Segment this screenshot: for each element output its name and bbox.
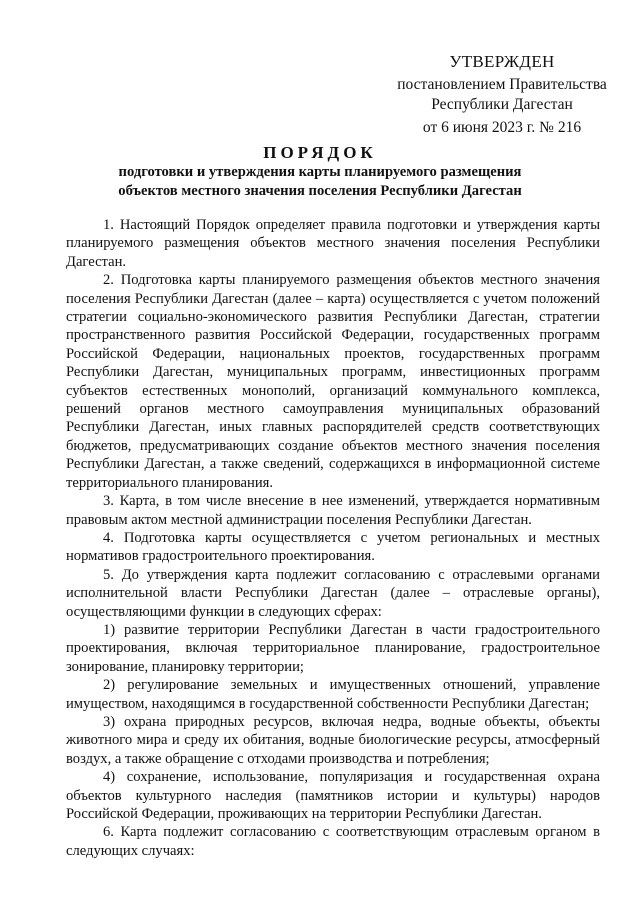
approval-stamp: [382, 52, 622, 138]
paragraph-3: 3. Карта, в том числе внесение в нее изменений, утверждается нормативным правовым актом местной администрации поселения Республики Дагестан.: [66, 493, 600, 528]
document-title: ПОРЯДОК: [263, 143, 377, 162]
paragraph-2: 2. Подготовка карты планируемого размещения объектов местного значения поселения Республики Дагестан (далее – карта) осуществляется с учетом положений стратегии социально-экономического развития Республики Дагестан, стратегии пространственного развития Российской Федерации, государственных программ Российской Федерации, национальных проектов, государственных программ Республики Дагестан, муниципальных программ, инвестиционных программ субъектов естественных монополий, организаций коммунального комплекса, решений органов местного самоуправления муниципальных образований Республики Дагестан, иных главных распорядителей средств соответствующих бюджетов, предусматривающих создание объектов местного значения поселения Республики Дагестан, а также сведений, содержащихся в информационной системе территориального планирования.: [66, 272, 600, 491]
paragraph-5: 5. До утверждения карта подлежит согласованию с отраслевыми органами исполнительной власти Республики Дагестан (далее – отраслевые органы), осуществляющими функции в следующих сферах:: [66, 566, 600, 620]
paragraph-5-item-4: 4) сохранение, использование, популяризация и государственная охрана объектов культурного наследия (памятников истории и культуры) народов Российской Федерации, проживающих на территории Республики Дагестан.: [66, 769, 600, 822]
paragraph-4: 4. Подготовка карты осуществляется с учетом региональных и местных нормативов градостроительного проектирования.: [66, 529, 600, 565]
approval-date: от 6 июня 2023 г. № 216: [422, 119, 582, 136]
document-subtitle: подготовки и утверждения карты планируемого размещения объектов местного значения поселения Республики Дагестан: [118, 164, 522, 199]
paragraph-1: 1. Настоящий Порядок определяет правила подготовки и утверждения карты планируемого размещения объектов местного значения поселения Республики Дагестан.: [66, 217, 600, 270]
approval-line-1: постановлением Правительства: [397, 76, 607, 93]
paragraph-5-item-2: 2) регулирование земельных и имущественных отношений, управление имуществом, находящимся в государственной собственности Республики Дагестан;: [66, 677, 600, 712]
paragraph-5-item-3: 3) охрана природных ресурсов, включая недра, водные объекты, объекты животного мира и среду их обитания, водные биологические ресурсы, атмосферный воздух, а также обращение с отходами производства и потребления;: [66, 713, 600, 767]
document-body: [66, 216, 600, 860]
approval-line-2: Республики Дагестан: [431, 96, 573, 113]
paragraph-5-item-1: 1) развитие территории Республики Дагестан в части градостроительного проектирования, включая территориальное планирование, градостроительное зонирование, планировку территории;: [66, 621, 600, 675]
paragraph-6: 6. Карта подлежит согласованию с соответствующим отраслевым органом в следующих случаях:: [66, 824, 600, 859]
approval-title: УТВЕРЖДЕН: [449, 52, 555, 71]
